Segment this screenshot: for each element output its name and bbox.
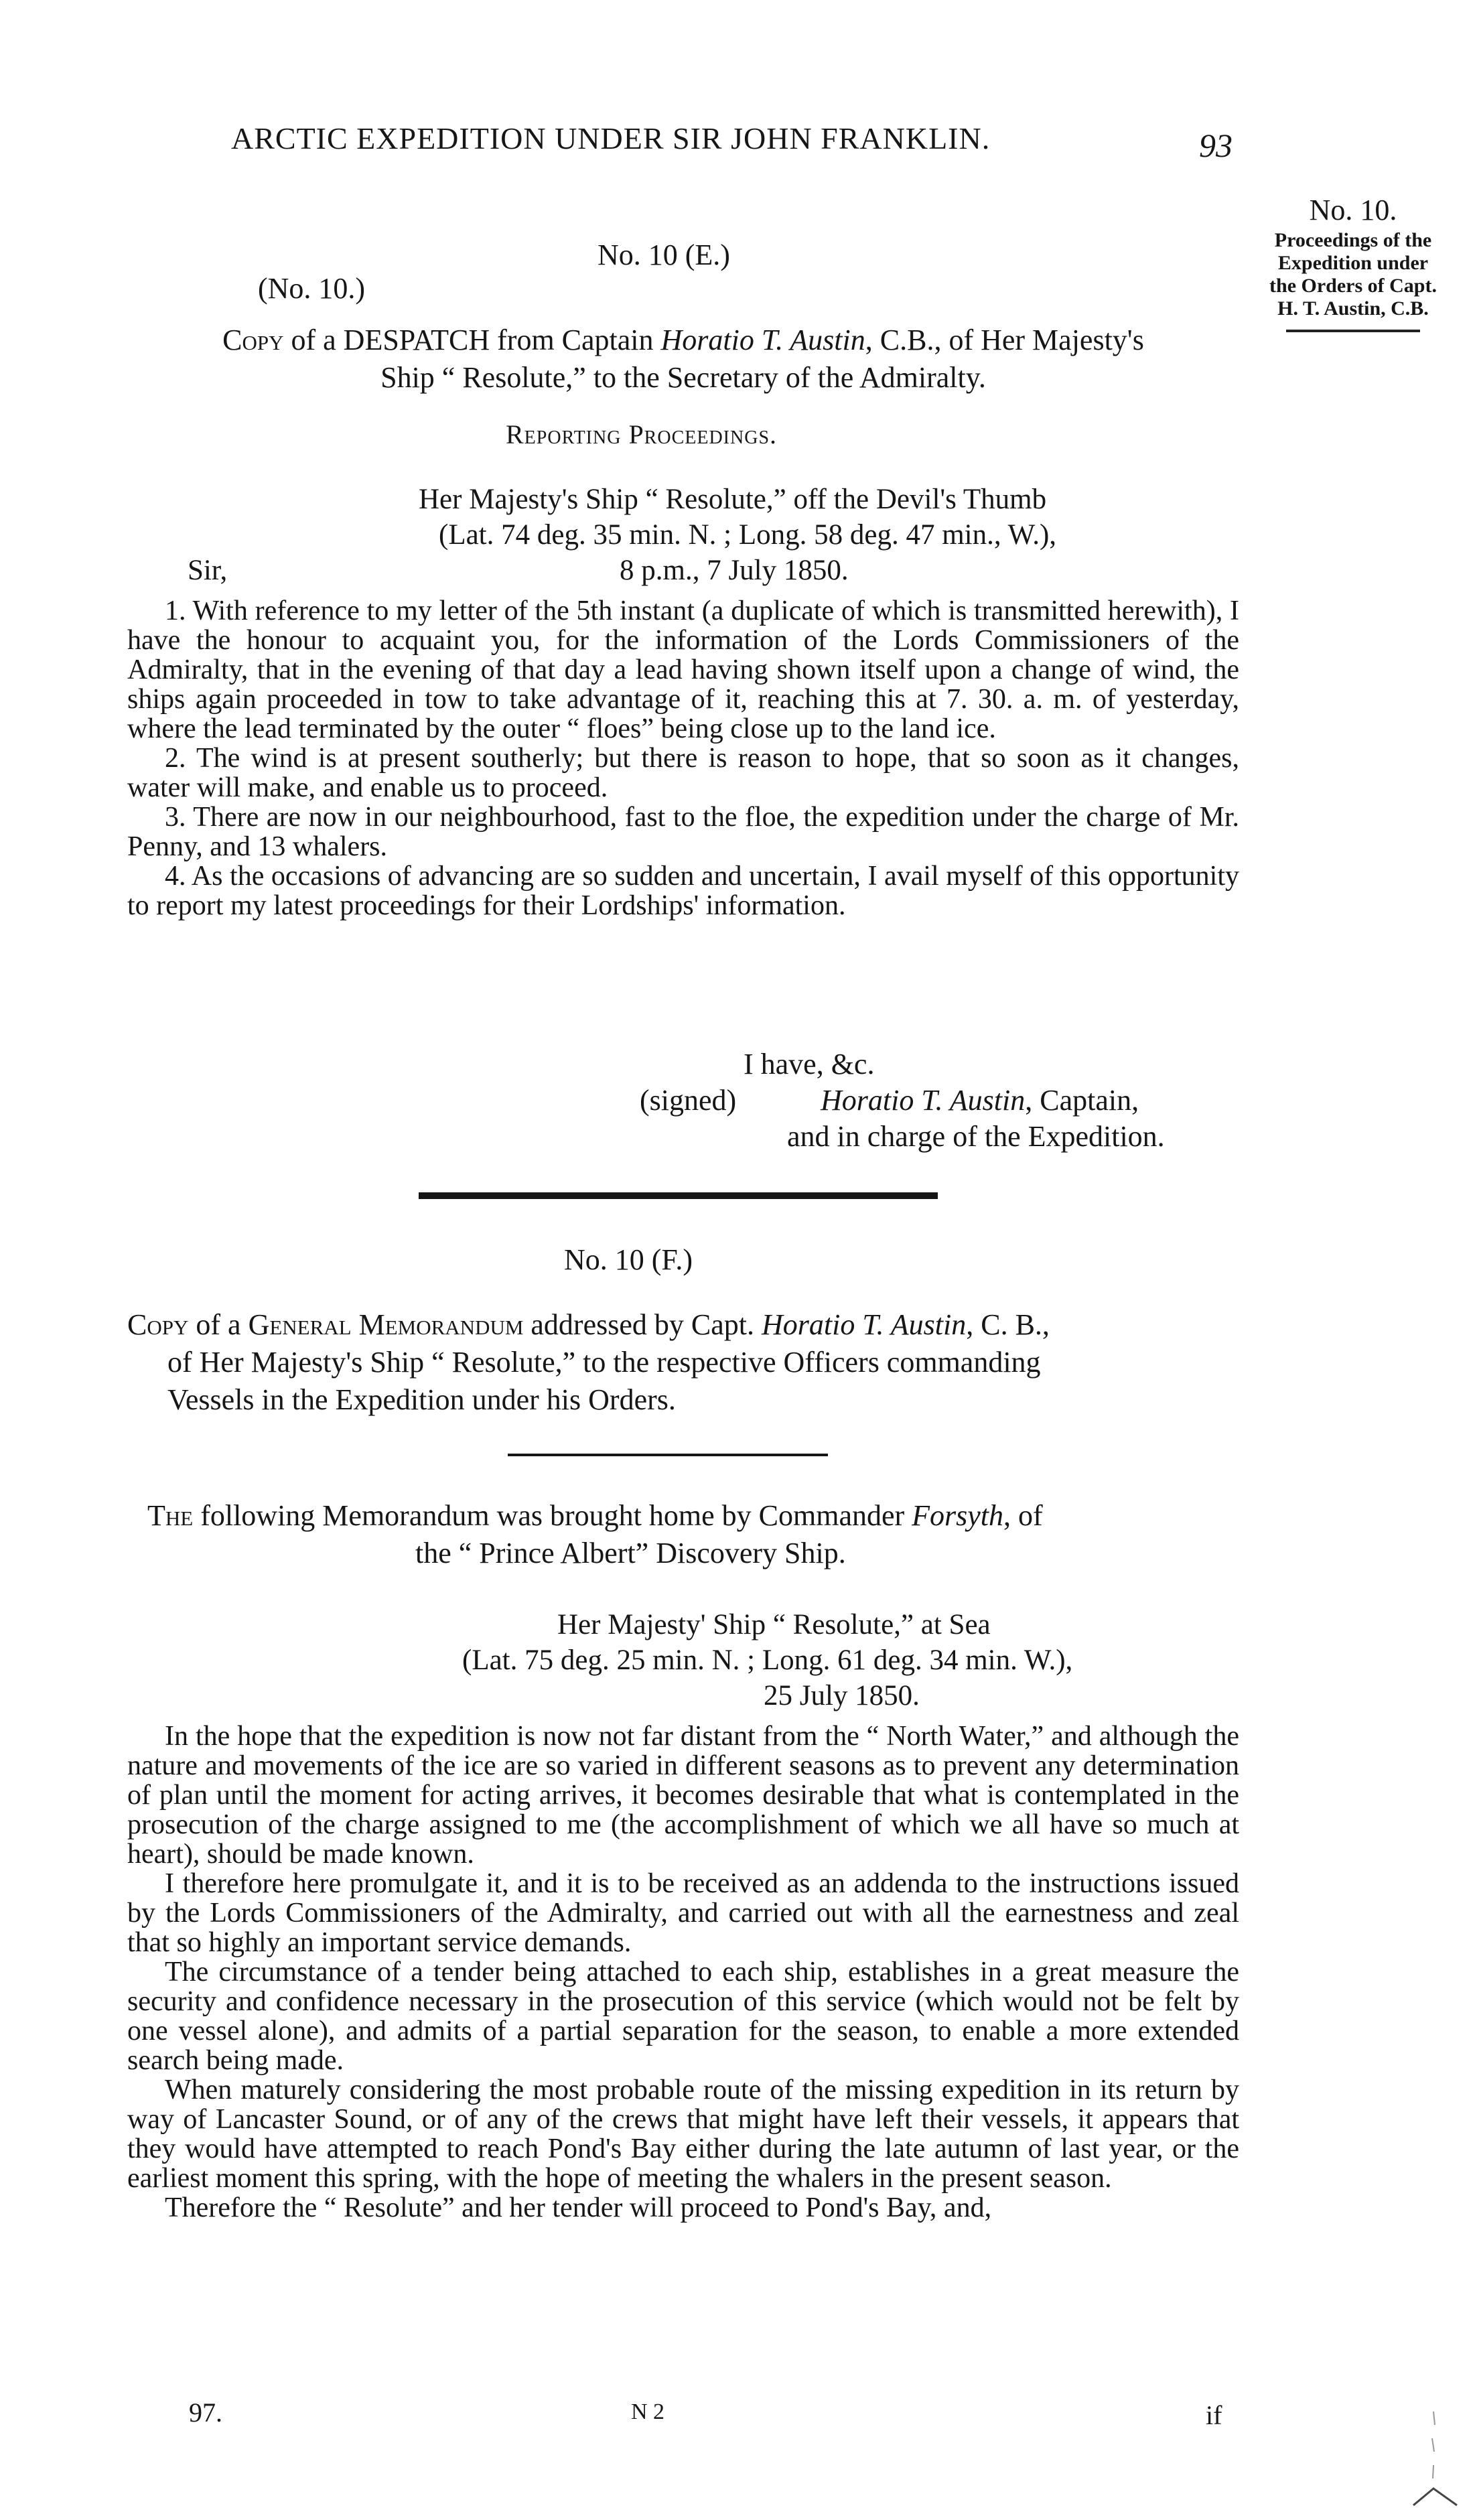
doc-f-paragraph-2: I therefore here promulgate it, and it is to be received as an addenda to the instructions issued by the Lords Commissioners of the Admiralty, and carried out with all the earnestness and zeal that so highly an important service demands. xyxy=(127,1868,1239,1958)
doc-e-signer-name: Horatio T. Austin xyxy=(821,1084,1026,1117)
section-divider xyxy=(419,1192,938,1199)
doc-e-signed: (signed) xyxy=(640,1084,737,1117)
margin-note xyxy=(1243,192,1464,332)
doc-f-title-memo: General Memorandum xyxy=(248,1308,524,1341)
doc-f-title-line-1 xyxy=(127,1306,1239,1344)
doc-f-intro-rest: following Memorandum was brought home by Commander xyxy=(193,1499,912,1532)
margin-note-number: No. 10. xyxy=(1309,194,1397,226)
doc-e-subheading: Reporting Proceedings. xyxy=(506,419,778,449)
doc-f-address-date: 25 July 1850. xyxy=(764,1680,920,1711)
doc-f-address-line-2: (Lat. 75 deg. 25 min. N. ; Long. 61 deg. 34 min. W.), xyxy=(462,1644,1073,1676)
doc-f-address-line-1: Her Majesty' Ship “ Resolute,” at Sea xyxy=(557,1609,991,1640)
doc-e-number: No. 10 (E.) xyxy=(598,238,730,271)
margin-note-line: Proceedings of the xyxy=(1274,229,1432,251)
doc-e-title-rest: , C.B., of Her Majesty's xyxy=(865,324,1144,356)
doc-e-paragraph-2: 2. The wind is at present southerly; but there is reason to hope, that so soon as it changes, water will make, and enable us to proceed. xyxy=(127,743,1239,803)
doc-f-number: No. 10 (F.) xyxy=(564,1243,693,1276)
doc-f-intro-name: Forsyth xyxy=(912,1499,1004,1532)
scan-edge-marks-icon xyxy=(1393,2398,1467,2512)
margin-note-line: Expedition under xyxy=(1277,252,1429,274)
doc-f-title-line-2: of Her Majesty's Ship “ Resolute,” to the respective Officers commanding xyxy=(167,1346,1041,1379)
doc-f-body xyxy=(127,1722,1239,2223)
doc-e-salutation: Sir, xyxy=(188,555,228,586)
doc-f-title-rest: , C. B., xyxy=(966,1308,1050,1341)
doc-f-title-name: Horatio T. Austin xyxy=(762,1308,967,1341)
doc-f-intro-tail: , of xyxy=(1003,1499,1043,1532)
footer-signature-mark: N 2 xyxy=(631,2399,665,2424)
doc-f-title-copy: Copy xyxy=(127,1308,189,1341)
margin-note-rule xyxy=(1286,330,1420,332)
doc-e-paragraph-1: 1. With reference to my letter of the 5th instant (a duplicate of which is transmitted herewith), I have the honour to acquaint you, for the information of the Lords Commissioners of the Admiralty, that in the evening of that day a lead having shown itself upon a change of wind, the ships again proceeded in tow to take advantage of it, reaching this at 7. 30. a. m. of yesterday, where the lead terminated by the outer “ floes” being close up to the land ice. xyxy=(127,596,1239,744)
doc-e-title-copy: Copy xyxy=(222,324,284,356)
footer-left: 97. xyxy=(189,2397,222,2428)
running-head: ARCTIC EXPEDITION UNDER SIR JOHN FRANKLIN. xyxy=(231,121,991,155)
doc-e-signer xyxy=(821,1082,1139,1119)
doc-e-title xyxy=(121,322,1246,397)
doc-f-intro-line-1 xyxy=(147,1497,1246,1535)
doc-f-title-line-3: Vessels in the Expedition under his Orders. xyxy=(167,1383,676,1416)
doc-f-intro-the: The xyxy=(147,1499,194,1532)
doc-e-signer-line-2: and in charge of the Expedition. xyxy=(787,1120,1165,1153)
doc-e-paragraph-3: 3. There are now in our neighbourhood, fast to the floe, the expedition under the charge of Mr. Penny, and 13 whalers. xyxy=(127,802,1239,862)
doc-e-closing: I have, &c. xyxy=(744,1048,875,1080)
doc-e-title-line-1 xyxy=(121,322,1246,359)
doc-e-body xyxy=(127,596,1239,920)
doc-f-intro-line-2: the “ Prince Albert” Discovery Ship. xyxy=(415,1537,846,1569)
footer-catchword: if xyxy=(1206,2400,1222,2430)
doc-f-paragraph-4: When maturely considering the most probable route of the missing expedition in its return by way of Lancaster Sound, or of any of the crews that might have left their vessels, it appears that they would have attempted to reach Pond's Bay either during the late autumn of last year, or the earliest moment this spring, with the hope of meeting the whalers in the present season. xyxy=(127,2075,1239,2194)
doc-f-intro xyxy=(147,1497,1246,1572)
doc-e-title-line-2: Ship “ Resolute,” to the Secretary of the Admiralty. xyxy=(380,361,986,394)
doc-e-left-number: (No. 10.) xyxy=(258,272,366,305)
doc-e-signer-rank: , Captain, xyxy=(1025,1084,1139,1117)
doc-e-address-line-2: (Lat. 74 deg. 35 min. N. ; Long. 58 deg. 47 min., W.), xyxy=(439,519,1057,551)
page-number: 93 xyxy=(1199,127,1233,164)
doc-e-paragraph-4: 4. As the occasions of advancing are so sudden and uncertain, I avail myself of this opportunity to report my latest proceedings for their Lordships' information. xyxy=(127,861,1239,921)
doc-f-title xyxy=(127,1306,1239,1419)
margin-note-line: the Orders of Capt. xyxy=(1269,275,1437,297)
doc-f-paragraph-5: Therefore the “ Resolute” and her tender will proceed to Pond's Bay, and, xyxy=(165,2192,992,2223)
doc-e-address-line-1: Her Majesty's Ship “ Resolute,” off the Devil's Thumb xyxy=(419,484,1047,515)
doc-e-address-date: 8 p.m., 7 July 1850. xyxy=(620,555,849,586)
memo-divider xyxy=(508,1454,828,1456)
doc-e-title-of-a: of a DESPATCH from Captain xyxy=(283,324,661,356)
margin-note-line: H. T. Austin, C.B. xyxy=(1277,297,1429,320)
doc-f-paragraph-1: In the hope that the expedition is now not far distant from the “ North Water,” and although the nature and movements of the ice are so varied in different seasons as to prevent any determination of plan until the moment for acting arrives, it becomes desirable that what is contemplated in the prosecution of the charge assigned to me (the accomplishment of which we all have so much at heart), should be made known. xyxy=(127,1721,1239,1870)
doc-f-title-of-a: of a xyxy=(188,1308,249,1341)
doc-f-title-addressed: addressed by Capt. xyxy=(523,1308,762,1341)
doc-e-title-name: Horatio T. Austin xyxy=(660,324,865,356)
doc-f-paragraph-3: The circumstance of a tender being attached to each ship, establishes in a great measure the security and confidence necessary in the prosecution of this service (which would not be felt by one vessel alone), and admits of a partial separation for the season, to enable a more extended search being made. xyxy=(127,1957,1239,2076)
